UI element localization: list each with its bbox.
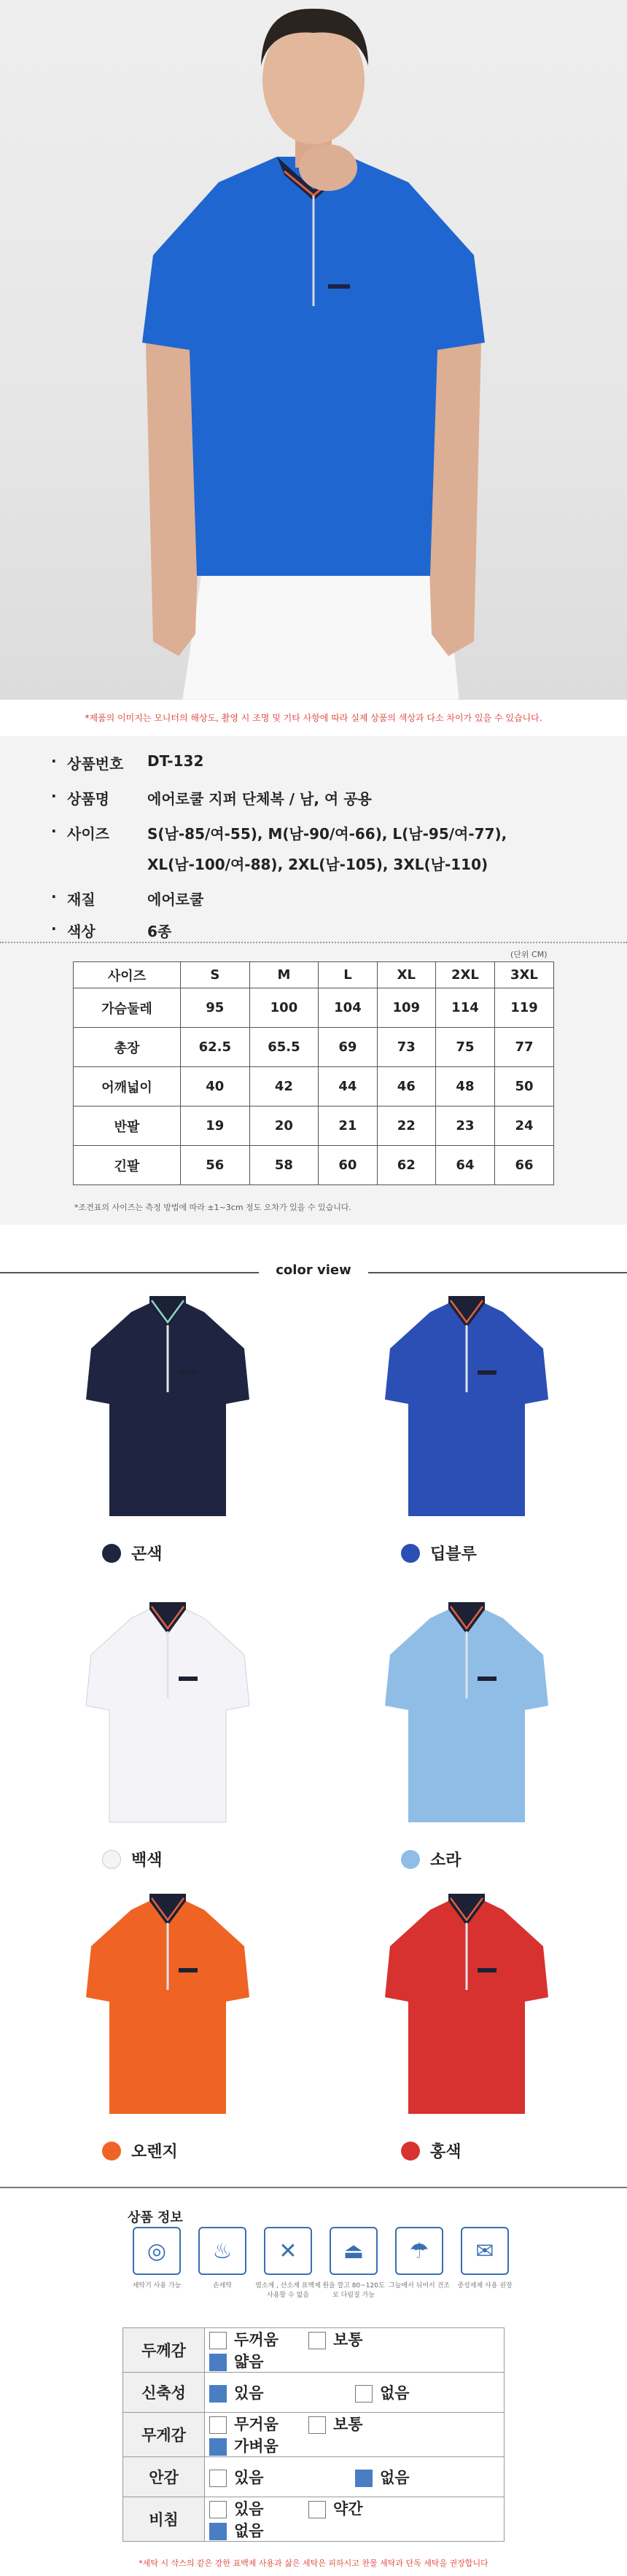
property-option[interactable] — [209, 2381, 355, 2403]
table-cell: 60 — [319, 1146, 377, 1185]
checkbox-icon[interactable] — [209, 2470, 227, 2487]
option-label: 있음 — [234, 2469, 264, 2486]
option-label: 없음 — [380, 2384, 410, 2402]
color-card — [379, 1290, 554, 1534]
checkbox-icon[interactable] — [355, 2470, 373, 2487]
property-options — [205, 2457, 505, 2497]
property-row — [123, 2497, 505, 2542]
icon-caption: 손세탁 — [212, 2282, 233, 2290]
table-cell: 44 — [319, 1067, 377, 1106]
table-row — [74, 988, 554, 1028]
table-cell: 긴팔 — [74, 1146, 181, 1185]
checkbox-icon[interactable] — [308, 2332, 326, 2349]
option-label: 두꺼움 — [234, 2331, 279, 2349]
property-label: 두께감 — [123, 2328, 205, 2373]
option-label: 약간 — [333, 2500, 363, 2518]
unit-label: (단위 CM) — [510, 950, 548, 959]
table-cell: 100 — [249, 988, 319, 1028]
property-option[interactable] — [209, 2328, 308, 2350]
spec-label: 재질 — [67, 891, 96, 908]
table-cell: 56 — [181, 1146, 250, 1185]
property-label: 신축성 — [123, 2373, 205, 2413]
property-option[interactable] — [209, 2497, 308, 2519]
spec-value: 에어로쿨 — [147, 891, 204, 908]
wash-notice: *세탁 시 삭스의 같은 강한 표백제 사용과 삶은 세탁은 피하시고 찬물 세탁과 단독 세탁을 권장합니다 — [139, 2559, 488, 2568]
table-cell: 반팔 — [74, 1106, 181, 1146]
table-cell: 50 — [494, 1067, 553, 1106]
color-name: 오렌지 — [131, 2143, 178, 2161]
table-cell: 46 — [377, 1067, 435, 1106]
checkbox-icon[interactable] — [355, 2385, 373, 2403]
property-option[interactable] — [355, 2381, 501, 2403]
option-label: 가벼움 — [234, 2438, 279, 2455]
option-label: 보통 — [333, 2416, 363, 2433]
product-info-title: 상품 정보 — [128, 2210, 183, 2225]
color-swatch-icon — [401, 1544, 420, 1563]
color-card — [80, 1888, 255, 2131]
no-bleach-icon: ✕ — [264, 2227, 312, 2275]
table-footnote: *조견표의 사이즈는 측정 방법에 따라 ±1~3cm 정도 오차가 있을 수 있습니다. — [74, 1203, 352, 1212]
checkbox-icon[interactable] — [209, 2523, 227, 2540]
property-label: 비침 — [123, 2497, 205, 2542]
property-option[interactable] — [209, 2413, 308, 2435]
icon-caption: 그늘에서 뉘어서 건조 — [389, 2282, 450, 2290]
model-photo — [0, 0, 627, 700]
table-header: 3XL — [494, 962, 553, 988]
washing-machine-icon: ◎ — [133, 2227, 181, 2275]
option-label: 얇음 — [234, 2353, 264, 2370]
table-cell: 어깨넓이 — [74, 1067, 181, 1106]
checkbox-icon[interactable] — [209, 2438, 227, 2456]
spec-label: 사이즈 — [67, 825, 109, 843]
spec-value: 에어로쿨 지퍼 단체복 / 남, 여 공용 — [147, 790, 372, 808]
color-card — [379, 1888, 554, 2131]
table-cell: 75 — [435, 1028, 494, 1067]
spec-value: XL(남-100/여-88), 2XL(남-105), 3XL(남-110) — [147, 856, 488, 873]
spec-row-size: · 사이즈 S(남-85/여-55), M(남-90/여-66), L(남-95/여-77), — [51, 822, 507, 843]
table-cell: 66 — [494, 1146, 553, 1185]
color-card — [80, 1596, 255, 1840]
table-row — [74, 1028, 554, 1067]
neutral-detergent-icon: ✉ — [461, 2227, 509, 2275]
table-header-row — [74, 962, 554, 988]
table-cell: 119 — [494, 988, 553, 1028]
table-cell: 가슴둘레 — [74, 988, 181, 1028]
spec-row-color: · 색상 6종 — [51, 920, 172, 940]
shirt-image — [379, 1596, 554, 1837]
option-label: 보통 — [333, 2331, 363, 2349]
table-row — [74, 1106, 554, 1146]
table-header: XL — [377, 962, 435, 988]
icon-caption: 중성세제 사용 권장 — [457, 2282, 513, 2290]
hero-image — [0, 0, 627, 700]
color-label — [102, 1848, 163, 1870]
table-cell: 48 — [435, 1067, 494, 1106]
table-cell: 42 — [249, 1067, 319, 1106]
table-cell: 95 — [181, 988, 250, 1028]
checkbox-icon[interactable] — [308, 2501, 326, 2518]
table-cell: 22 — [377, 1106, 435, 1146]
checkbox-icon[interactable] — [209, 2354, 227, 2371]
property-label: 무게감 — [123, 2413, 205, 2457]
spec-label: 상품번호 — [67, 755, 124, 773]
color-swatch-icon — [401, 1850, 420, 1869]
property-options — [205, 2413, 505, 2457]
spec-row-material: · 재질 에어로쿨 — [51, 888, 204, 908]
property-row — [123, 2328, 505, 2373]
table-header: L — [319, 962, 377, 988]
color-swatch-icon — [102, 1544, 121, 1563]
color-card — [379, 1596, 554, 1840]
table-header: 2XL — [435, 962, 494, 988]
table-cell: 58 — [249, 1146, 319, 1185]
property-row — [123, 2413, 505, 2457]
table-cell: 65.5 — [249, 1028, 319, 1067]
shade-dry-icon: ☂ — [395, 2227, 443, 2275]
table-row — [74, 1067, 554, 1106]
table-header: S — [181, 962, 250, 988]
property-option[interactable] — [355, 2466, 501, 2488]
property-option[interactable] — [308, 2497, 408, 2519]
property-row — [123, 2373, 505, 2413]
color-swatch-icon — [102, 2142, 121, 2161]
color-card — [80, 1290, 255, 1534]
spec-value: S(남-85/여-55), M(남-90/여-66), L(남-95/여-77), — [147, 825, 507, 843]
shirt-image — [80, 1290, 255, 1531]
table-cell: 77 — [494, 1028, 553, 1067]
table-cell: 19 — [181, 1106, 250, 1146]
checkbox-icon[interactable] — [209, 2332, 227, 2349]
color-name: 백색 — [131, 1851, 163, 1870]
table-header: M — [249, 962, 319, 988]
table-cell: 총장 — [74, 1028, 181, 1067]
color-name: 곤색 — [131, 1545, 163, 1564]
property-option[interactable] — [209, 2466, 355, 2488]
property-option[interactable] — [209, 2519, 308, 2541]
property-options — [205, 2373, 505, 2413]
table-cell: 21 — [319, 1106, 377, 1146]
option-label: 무거움 — [234, 2416, 279, 2433]
color-swatch-icon — [401, 2142, 420, 2161]
property-table — [122, 2327, 505, 2542]
color-view-title: color view — [259, 1262, 368, 1278]
checkbox-icon[interactable] — [209, 2385, 227, 2403]
shirt-image — [80, 1888, 255, 2128]
color-swatch-icon — [102, 1850, 121, 1869]
property-label: 안감 — [123, 2457, 205, 2497]
shirt-image — [80, 1596, 255, 1837]
iron-icon: ⏏ — [330, 2227, 378, 2275]
table-cell: 69 — [319, 1028, 377, 1067]
property-row — [123, 2457, 505, 2497]
table-cell: 73 — [377, 1028, 435, 1067]
shirt-image — [379, 1888, 554, 2128]
divider — [0, 942, 627, 943]
property-option[interactable] — [209, 2435, 308, 2456]
icon-caption: 원을 깔고 80~120도로 다림질 가능 — [322, 2282, 385, 2299]
shirt-image — [379, 1290, 554, 1531]
option-label: 없음 — [234, 2522, 264, 2540]
property-option[interactable] — [308, 2328, 408, 2350]
property-option[interactable] — [308, 2413, 408, 2435]
checkbox-icon[interactable] — [209, 2501, 227, 2518]
table-header: 사이즈 — [74, 962, 181, 988]
spec-value: DT-132 — [147, 752, 204, 770]
spec-row-name: · 상품명 에어로쿨 지퍼 단체복 / 남, 여 공용 — [51, 787, 372, 808]
property-options — [205, 2497, 505, 2542]
table-row — [74, 1146, 554, 1185]
spec-value: 6종 — [147, 923, 172, 940]
checkbox-icon[interactable] — [308, 2416, 326, 2434]
color-label — [102, 1542, 163, 1564]
size-table — [73, 961, 554, 1185]
spec-label: 색상 — [67, 923, 96, 940]
color-name: 홍색 — [430, 2143, 462, 2161]
table-cell: 20 — [249, 1106, 319, 1146]
color-label — [401, 2139, 462, 2162]
spec-row-size-cont — [147, 853, 488, 874]
hand-wash-icon: ♨ — [198, 2227, 246, 2275]
property-option[interactable] — [209, 2350, 308, 2372]
option-label: 있음 — [234, 2500, 264, 2518]
table-cell: 64 — [435, 1146, 494, 1185]
color-name: 소라 — [430, 1851, 462, 1870]
table-cell: 62 — [377, 1146, 435, 1185]
color-label — [401, 1848, 462, 1870]
color-name: 딥블루 — [430, 1545, 477, 1564]
color-disclaimer: *제품의 이미지는 모니터의 해상도, 촬영 시 조명 및 기타 사항에 따라 실제 상품의 색상과 다소 차이가 있을 수 있습니다. — [85, 713, 542, 723]
icon-caption: 염소계 , 산소계 표백제 사용할 수 없음 — [255, 2282, 321, 2299]
table-cell: 62.5 — [181, 1028, 250, 1067]
table-cell: 104 — [319, 988, 377, 1028]
icon-caption: 세탁기 사용 가능 — [132, 2282, 182, 2290]
info-divider — [0, 2187, 627, 2188]
checkbox-icon[interactable] — [209, 2416, 227, 2434]
color-label — [401, 1542, 477, 1564]
option-label: 있음 — [234, 2384, 264, 2402]
table-cell: 40 — [181, 1067, 250, 1106]
spec-row-number: · 상품번호 DT-132 — [51, 752, 204, 773]
property-options — [205, 2328, 505, 2373]
color-label — [102, 2139, 178, 2162]
table-cell: 24 — [494, 1106, 553, 1146]
option-label: 없음 — [380, 2469, 410, 2486]
table-cell: 109 — [377, 988, 435, 1028]
table-cell: 114 — [435, 988, 494, 1028]
table-cell: 23 — [435, 1106, 494, 1146]
spec-label: 상품명 — [67, 790, 109, 808]
